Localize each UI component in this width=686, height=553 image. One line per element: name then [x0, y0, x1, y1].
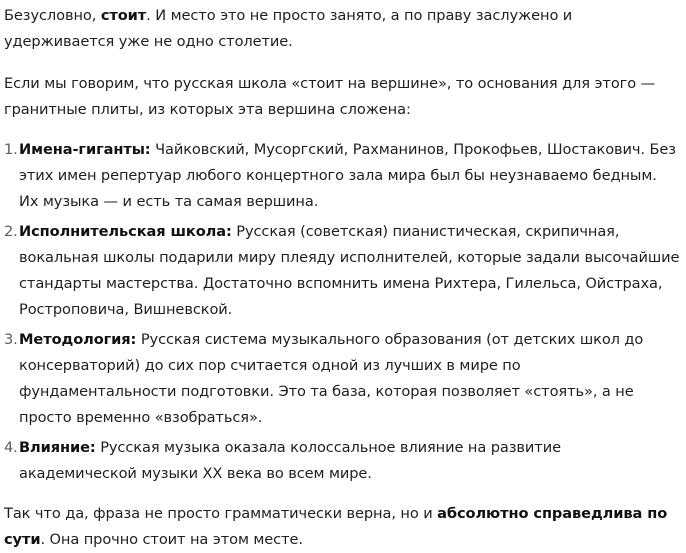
intro-lead: Безусловно, [4, 7, 97, 24]
list-marker: 3. [4, 331, 18, 348]
list-item-title: Методология: [19, 331, 137, 348]
list-item [4, 219, 680, 323]
list-marker: 1. [4, 141, 18, 158]
context-paragraph: Если мы говорим, что русская школа «стоит на вершине», то основания для этого — гранитные плиты, из которых эта вершина сложена: [4, 75, 656, 118]
conclusion-paragraph [4, 501, 680, 553]
list-item [4, 435, 680, 487]
list-item-title: Имена-гиганты: [19, 141, 151, 158]
list-item [4, 137, 680, 215]
list-item-text: Русская музыка оказала колоссальное влияние на развитие академической музыки XX века во всем мире. [19, 439, 561, 482]
list-item-text: Русская система музыкального образования (от детских школ до консерваторий) до сих пор считается одной из лучших в мире по фундаментальности подготовки. Это та база, которая позволяет «стоять», а не просто временно «взобраться». [19, 331, 644, 426]
intro-emphasis: стоит [100, 7, 147, 24]
list-item-text: Русская (советская) пианистическая, скрипичная, вокальная школы подарили миру плеяду исполнителей, которые задали высочайшие стандарты мастерства. Достаточно вспомнить имена Рихтера, Гилельса, Ойстраха, Ростроповича, Вишневской. [19, 223, 680, 318]
points-list [4, 137, 680, 487]
intro-paragraph [4, 3, 680, 55]
conclusion-emphasis: абсолютно справедлива по сути [4, 505, 668, 548]
list-item [4, 327, 680, 431]
list-item-title: Исполнительская школа: [19, 223, 232, 240]
conclusion-lead: Так что да, фраза не просто грамматически верна, но и [4, 505, 438, 522]
list-marker: 2. [4, 223, 18, 240]
conclusion-rest: . Она прочно стоит на этом месте. [40, 531, 303, 548]
list-marker: 4. [4, 439, 18, 456]
list-item-title: Влияние: [19, 439, 96, 456]
list-item-text: Чайковский, Мусоргский, Рахманинов, Прокофьев, Шостакович. Без этих имен репертуар любого концертного зала мира был бы неузнаваемо бедным. Их музыка — и есть та самая вершина. [19, 141, 676, 210]
intro-rest: . И место это не просто занято, а по праву заслужено и удерживается уже не одно столетие. [4, 7, 573, 50]
